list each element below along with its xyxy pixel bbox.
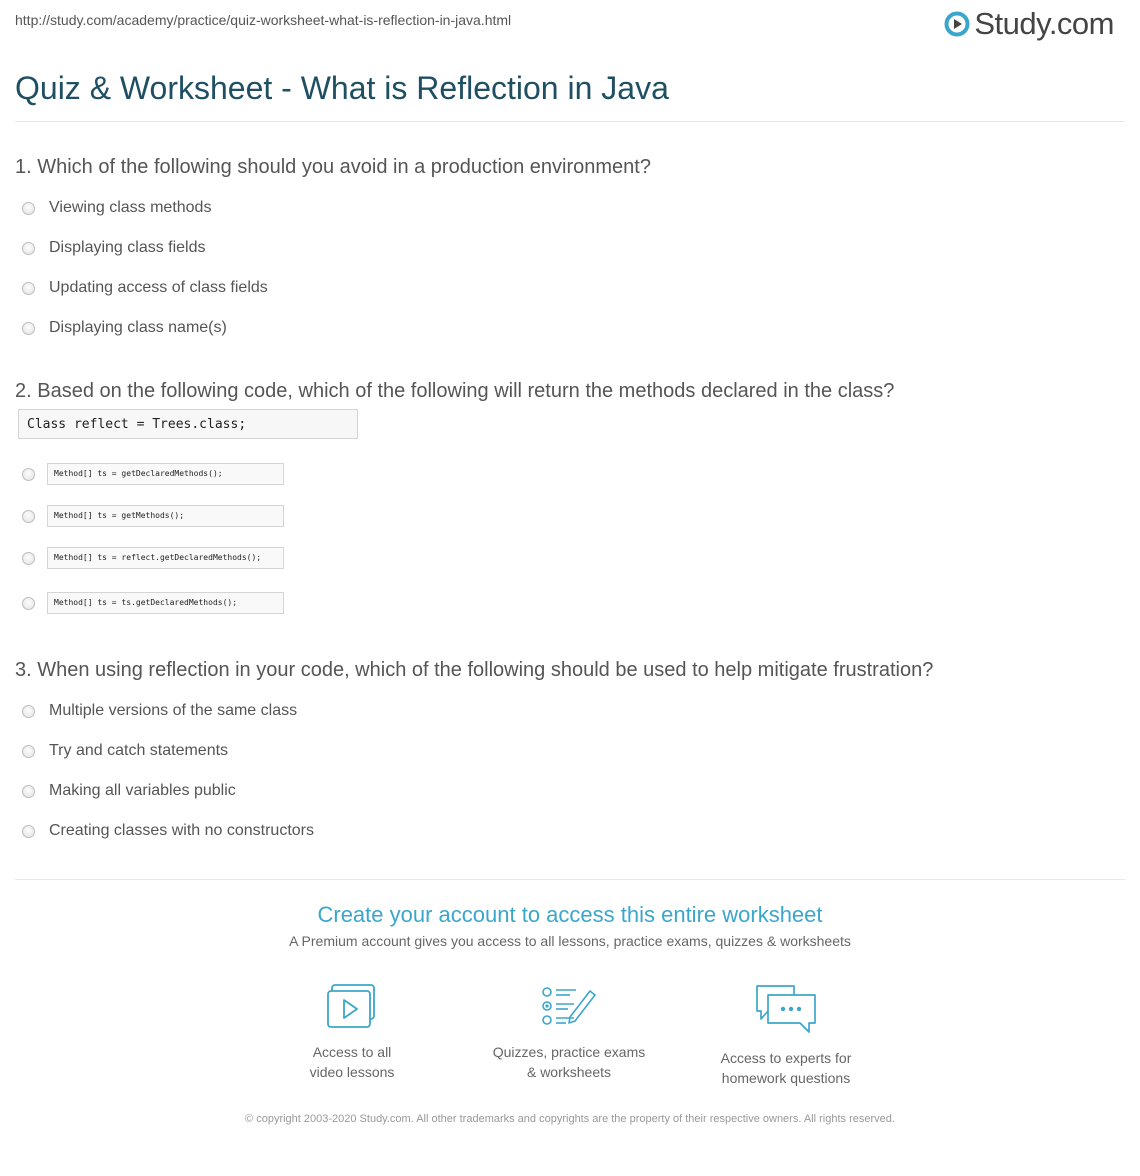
- feature-label-line2: video lessons: [309, 1064, 395, 1080]
- q1-option-3[interactable]: [22, 276, 268, 300]
- feature-label-line1: Quizzes, practice exams: [492, 1044, 646, 1060]
- option-label: Making all variables public: [49, 782, 236, 799]
- question-2-text: 2. Based on the following code, which of the following will return the methods declared in the class?: [15, 380, 895, 402]
- option-label: Creating classes with no constructors: [49, 822, 314, 839]
- q3-option-1[interactable]: [22, 699, 297, 723]
- radio-button[interactable]: [22, 597, 35, 610]
- radio-button[interactable]: [22, 468, 35, 481]
- option-label: Viewing class methods: [49, 199, 212, 216]
- q2-option-1[interactable]: [22, 462, 284, 486]
- feature-label-line2: & worksheets: [526, 1064, 612, 1080]
- copyright-text: © copyright 2003-2020 Study.com. All other trademarks and copyrights are the property of their respective owners. All rights reserved.: [245, 1113, 895, 1125]
- video-lesson-icon: [326, 983, 378, 1029]
- feature-quizzes: [469, 983, 669, 1082]
- study-logo[interactable]: [944, 6, 1114, 42]
- q1-option-4[interactable]: [22, 316, 227, 340]
- title-divider: [15, 121, 1125, 122]
- option-label: Try and catch statements: [49, 742, 229, 759]
- cta-title-link[interactable]: Create your account to access this entire worksheet: [317, 902, 823, 927]
- code-option-label: Method[] ts = getMethods();: [47, 505, 284, 527]
- page-url: http://study.com/academy/practice/quiz-worksheet-what-is-reflection-in-java.html: [15, 12, 512, 28]
- q3-option-4[interactable]: [22, 819, 314, 843]
- q2-option-3[interactable]: [22, 546, 284, 570]
- radio-button[interactable]: [22, 282, 35, 295]
- q3-option-2[interactable]: [22, 739, 228, 763]
- logo-text: Study.com: [974, 6, 1114, 41]
- code-option-label: Method[] ts = reflect.getDeclaredMethods();: [47, 547, 284, 569]
- code-option-label: Method[] ts = ts.getDeclaredMethods();: [47, 592, 284, 614]
- page-title: Quiz & Worksheet - What is Reflection in Java: [15, 70, 669, 106]
- radio-button[interactable]: [22, 510, 35, 523]
- option-label: Displaying class fields: [49, 239, 206, 256]
- feature-video-lessons: [252, 983, 452, 1082]
- option-label: Updating access of class fields: [49, 279, 268, 296]
- feature-experts: [686, 983, 886, 1088]
- radio-button[interactable]: [22, 785, 35, 798]
- radio-button[interactable]: [22, 552, 35, 565]
- feature-label-line1: Access to all: [312, 1044, 392, 1060]
- radio-button[interactable]: [22, 202, 35, 215]
- q1-option-2[interactable]: [22, 236, 206, 260]
- radio-button[interactable]: [22, 745, 35, 758]
- section-divider: [15, 879, 1125, 880]
- code-option-label: Method[] ts = getDeclaredMethods();: [47, 463, 284, 485]
- radio-button[interactable]: [22, 242, 35, 255]
- code-snippet: Class reflect = Trees.class;: [18, 409, 358, 439]
- cta-subtitle: A Premium account gives you access to all lessons, practice exams, quizzes & worksheets: [289, 933, 851, 949]
- q3-option-3[interactable]: [22, 779, 236, 803]
- question-3-text: 3. When using reflection in your code, which of the following should be used to help mitigate frustration?: [15, 659, 934, 681]
- q2-option-4[interactable]: [22, 591, 284, 615]
- q2-option-2[interactable]: [22, 504, 284, 528]
- option-label: Displaying class name(s): [49, 319, 227, 336]
- chat-bubbles-icon: [754, 983, 818, 1035]
- radio-button[interactable]: [22, 705, 35, 718]
- play-circle-icon: [944, 11, 970, 37]
- radio-button[interactable]: [22, 825, 35, 838]
- feature-label-line1: Access to experts for: [720, 1050, 852, 1066]
- option-label: Multiple versions of the same class: [49, 702, 298, 719]
- q1-option-1[interactable]: [22, 196, 211, 220]
- radio-button[interactable]: [22, 322, 35, 335]
- quiz-checklist-icon: [540, 983, 598, 1029]
- feature-label-line2: homework questions: [721, 1070, 851, 1086]
- question-1-text: 1. Which of the following should you avoid in a production environment?: [15, 156, 651, 178]
